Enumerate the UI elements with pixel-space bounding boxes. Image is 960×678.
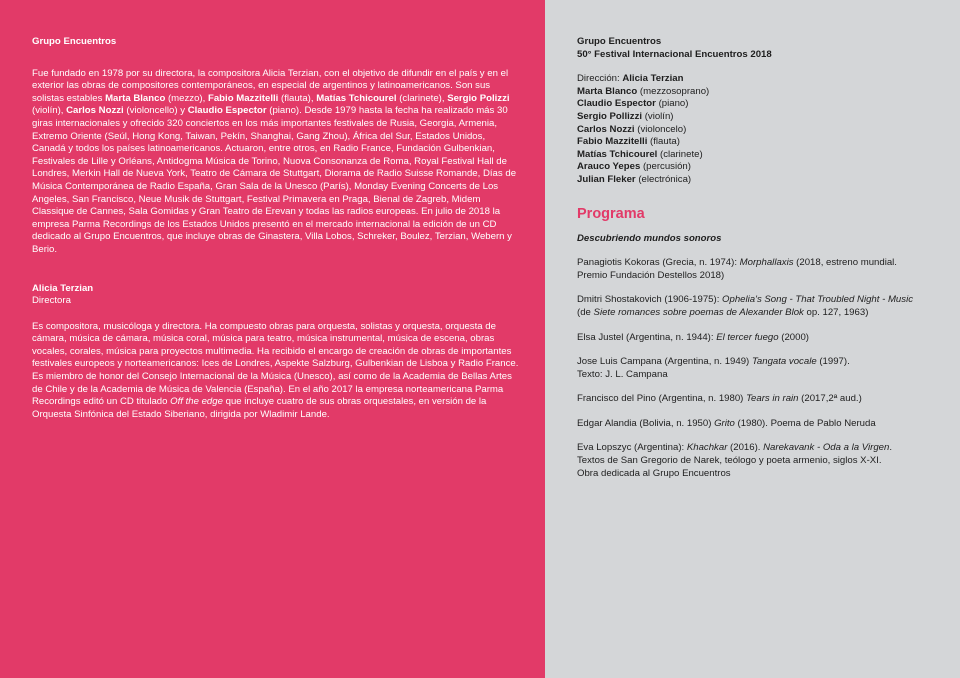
- program-work: [577, 393, 940, 406]
- performer-name: Marta Blanco: [577, 85, 638, 97]
- work-title: Narekavank - Oda a la Virgen: [763, 442, 890, 454]
- performer-line: [577, 124, 940, 137]
- performer-name: Julian Fleker: [577, 173, 636, 185]
- performer-name: Fabio Mazzitelli: [577, 136, 648, 148]
- work-note: Obra dedicada al Grupo Encuentros: [577, 467, 731, 479]
- soloist-name: Claudio Espector: [187, 105, 267, 117]
- performer-line: [577, 98, 940, 111]
- soloist-role: (violoncello) y: [123, 105, 188, 117]
- work-details: (2016).: [727, 442, 764, 454]
- soloist-name: Sergio Polizzi: [447, 92, 510, 104]
- performer-line: [577, 136, 940, 149]
- performers-list: [577, 73, 940, 186]
- group-heading: Grupo Encuentros: [32, 36, 117, 47]
- work-title: Tangata vocale: [751, 356, 817, 368]
- work-note: Textos de San Gregorio de Narek, teólogo y poeta armenio, siglos X-XI.: [577, 455, 882, 467]
- performer-name: Matías Tchicourel: [577, 148, 658, 160]
- work-title: Khachkar: [686, 442, 728, 454]
- soloist-role: (mezzo),: [165, 92, 208, 104]
- work-composer: Edgar Alandia (Bolivia, n. 1950): [577, 417, 715, 429]
- work-composer: Panagiotis Kokoras (Grecia, n. 1974):: [577, 257, 740, 269]
- program-work: [577, 332, 940, 345]
- work-details: (de: [577, 306, 594, 318]
- program-subtitle: Descubriendo mundos sonoros: [577, 232, 722, 244]
- performer-role: (violoncelo): [634, 123, 687, 135]
- performer-line: [577, 111, 940, 124]
- work-details: (2018, estreno mundial.: [793, 257, 897, 269]
- performer-role: (violín): [642, 110, 674, 122]
- work-composer: Jose Luis Campana (Argentina, n. 1949): [577, 356, 752, 368]
- director-name: Alicia Terzian: [32, 282, 94, 294]
- director-bio: [32, 321, 519, 422]
- cd-title: Off the edge: [170, 396, 223, 408]
- work-details: (2000): [778, 331, 809, 343]
- bio-text: Es compositora, musicóloga y directora. Ha compuesto obras para orquesta, solistas y orquesta, orquesta de cámara, música de cámara, música coral, música para teatro, música instrumental, música de escena, obras vocales, corales, música para proyectos multimedia. Ha recibido el encargo de creación de obras de importantes festivales europeos y norteamericanos: Ices de Londres, Aspekte Salzburg, Gulbenkian de Lisboa y Radio France. Es miembro de honor del Consejo Internacional de la Música (Unesco), así como de la Academia de Bellas Artes de Chile y de la Academia de Música de Valencia (España). En el año 2017 la empresa norteamericana Parma Recordings editó un CD titulado: [32, 320, 519, 408]
- program-work: [577, 294, 940, 319]
- performer-role: (clarinete): [657, 148, 703, 160]
- bio-text: que incluye cuatro de sus obras orquestales, en versión de la Orquesta Sinfónica del Estado Siberiano, dirigida por Wladimir Lande.: [32, 396, 487, 420]
- work-details: (2017,2ª aud.): [798, 393, 862, 405]
- work-title: Tears in rain: [746, 393, 799, 405]
- director-label: Dirección:: [577, 73, 623, 85]
- director-name: Alicia Terzian: [622, 73, 684, 85]
- performer-line: [577, 86, 940, 99]
- work-details: (1997).: [816, 356, 850, 368]
- performer-role: (percusión): [640, 161, 691, 173]
- work-source-title: Siete romances sobre poemas de Alexander Blok: [593, 306, 804, 318]
- soloist-name: Fabio Mazzitelli: [207, 92, 279, 104]
- bio-text: Fue fundado en 1978 por su directora, la compositora Alicia Terzian, con el objetivo de difundir en el país y en el exterior las obras de compositores contemporáneos, en especial de argentinos y latinoamericanos. Son sus solistas estables: [32, 67, 509, 104]
- performer-name: Arauco Yepes: [577, 161, 641, 173]
- work-note: Texto: J. L. Campana: [577, 368, 668, 380]
- performer-role: (piano): [655, 98, 689, 110]
- soloist-name: Carlos Nozzi: [66, 105, 124, 117]
- work-title: Ophelia's Song - That Troubled Night - Music: [722, 294, 913, 306]
- program-work: [577, 356, 940, 381]
- festival-name: 50° Festival Internacional Encuentros 2018: [577, 48, 772, 60]
- soloist-role: (flauta),: [278, 92, 317, 104]
- performer-name: Carlos Nozzi: [577, 123, 635, 135]
- director-line: [577, 73, 940, 86]
- soloist-name: Matías Tchicourel: [316, 92, 397, 104]
- program-work: [577, 442, 940, 480]
- bio-text: (piano). Desde 1979 hasta la fecha ha realizado más 30 giras internacionales y ofrecido 320 conciertos en los más importantes festivales de Rusia, Georgia, Armenia, Extremo Oriente (Seúl, Hong Kong, Taiwan, Pekín, Shanghai, Gang Zhou), África del Sur, Estados Unidos, Canadá y todos los países latinoamericanos. Actuaron, entre otros, en Radio France, Fundación Gulbenkian, Festivales de Lille y Orléans, Antidogma Música de Torino, Nuova Consonanza de Roma, Royal Festival Hall de Londres, Merkin Hall de Nueva York, Teatro de Cámara de Stuttgart, Diorama de Radio Suisse Romande, Días de Música Contemporánea de Radio España, Gran Sala de la Unesco (París), Monday Evening Concerts de Los Angeles, San Francisco, Neue Musik de Stuttgart, Festival Primavera en Praga, Bienal de Zagreb, Midem Classique de Cannes, Sala Gomidas y Gran Teatro de Erevan y todas las radios europeas. En julio de 2018 la empresa Parma Recordings de los Estados Unidos presentó en el mercado internacional la edición de un CD dedicado al Grupo Encuentros, que incluye obras de Ginastera, Villa Lobos, Schreker, Boulez, Terzian, Webern y Berio.: [32, 105, 517, 255]
- work-composer: Francisco del Pino (Argentina, n. 1980): [577, 393, 747, 405]
- work-title: Morphallaxis: [739, 257, 794, 269]
- performer-line: [577, 161, 940, 174]
- soloist-role: (clarinete),: [396, 92, 448, 104]
- work-details: op. 127, 1963): [803, 306, 869, 318]
- right-panel: [545, 0, 960, 678]
- work-composer: Elsa Justel (Argentina, n. 1944):: [577, 331, 717, 343]
- group-name: Grupo Encuentros: [577, 36, 662, 47]
- program-work: [577, 257, 940, 282]
- program-work: [577, 418, 940, 431]
- work-composer: Eva Lopszyc (Argentina):: [577, 442, 687, 454]
- work-note: Premio Fundación Destellos 2018): [577, 269, 725, 281]
- soloist-role: (violín),: [32, 105, 67, 117]
- performer-name: Claudio Espector: [577, 98, 656, 110]
- performer-role: (electrónica): [635, 173, 692, 185]
- performer-role: (flauta): [647, 136, 680, 148]
- performer-line: [577, 174, 940, 187]
- director-role: Directora: [32, 295, 71, 307]
- performer-role: (mezzosoprano): [637, 85, 710, 97]
- group-bio: [32, 68, 519, 257]
- program-title: Programa: [577, 205, 645, 222]
- performer-line: [577, 149, 940, 162]
- work-details: .: [889, 442, 893, 454]
- soloist-name: Marta Blanco: [105, 92, 166, 104]
- work-composer: Dmitri Shostakovich (1906-1975):: [577, 294, 723, 306]
- work-title: Grito: [714, 417, 735, 429]
- work-title: El tercer fuego: [716, 331, 779, 343]
- work-details: (1980). Poema de Pablo Neruda: [734, 417, 876, 429]
- performer-name: Sergio Pollizzi: [577, 110, 643, 122]
